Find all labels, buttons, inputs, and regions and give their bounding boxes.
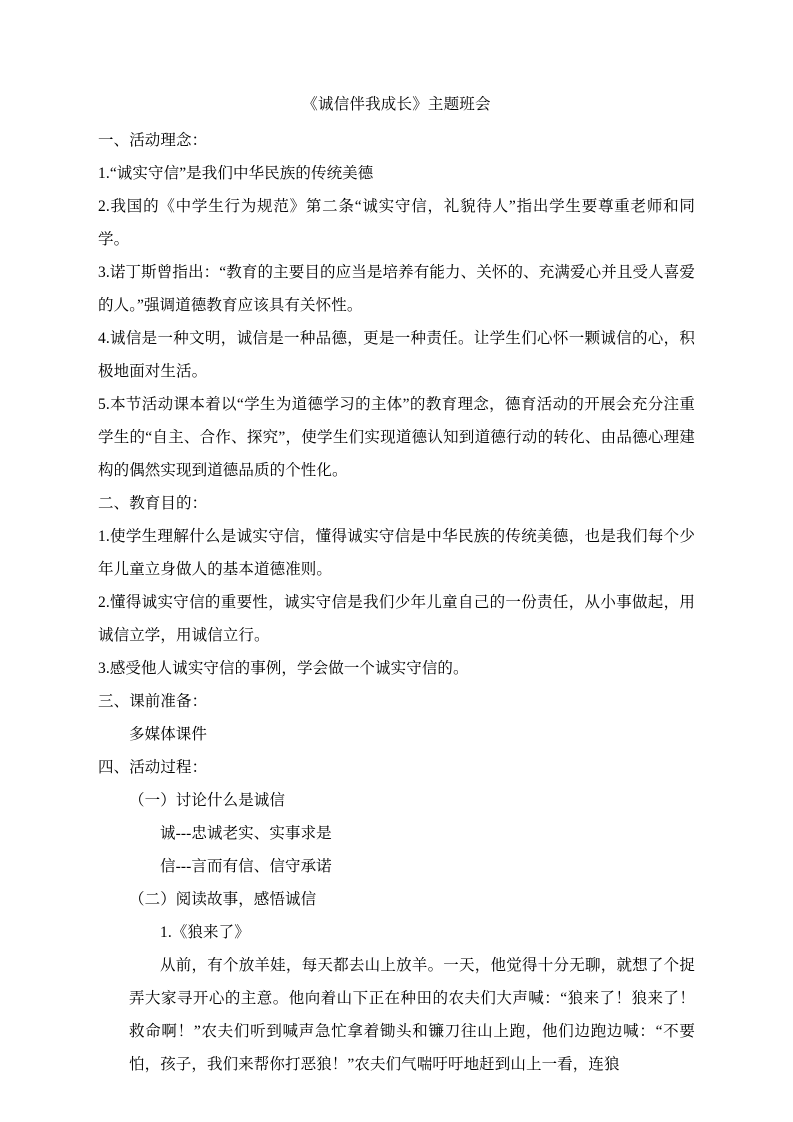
paragraph: 四、活动过程： <box>98 759 208 776</box>
paragraph: 多媒体课件 <box>129 726 208 743</box>
paragraph: 诚---忠诚老实、实事求是 <box>160 825 332 842</box>
paragraph: 1.使学生理解什么是诚实守信，懂得诚实守信是中华民族的传统美德，也是我们每个少年儿童立身做人的基本道德准则。 <box>98 528 695 578</box>
paragraph: （二）阅读故事，感悟诚信 <box>129 891 317 908</box>
page-title: 《诚信伴我成长》主题班会 <box>302 96 491 113</box>
paragraph: （一）讨论什么是诚信 <box>129 792 286 809</box>
paragraph: 2.懂得诚实守信的重要性，诚实守信是我们少年儿童自己的一份责任，从小事做起，用诚信立学，用诚信立行。 <box>98 594 695 644</box>
paragraph: 4.诚信是一种文明，诚信是一种品德，更是一种责任。让学生们心怀一颗诚信的心，积极地面对生活。 <box>98 330 695 380</box>
paragraph: 信---言而有信、信守承诺 <box>160 858 332 875</box>
paragraph: 3.感受他人诚实守信的事例，学会做一个诚实守信的。 <box>98 660 469 677</box>
paragraph: 1.《狼来了》 <box>160 924 250 941</box>
paragraph: 3.诺丁斯曾指出：“教育的主要目的应当是培养有能力、关怀的、充满爱心并且受人喜爱的人。”强调道德教育应该具有关怀性。 <box>98 264 695 314</box>
paragraph: 三、课前准备： <box>98 693 208 710</box>
paragraph: 2.我国的《中学生行为规范》第二条“诚实守信，礼貌待人”指出学生要尊重老师和同学。 <box>98 198 695 248</box>
paragraph: 5.本节活动课本着以“学生为道德学习的主体”的教育理念，德育活动的开展会充分注重学生的“自主、合作、探究”，使学生们实现道德认知到道德行动的转化、由品德心理建构的偶然实现到道德品质的个性化。 <box>98 396 695 479</box>
paragraph: 二、教育目的： <box>98 495 208 512</box>
paragraph: 1.“诚实守信”是我们中华民族的传统美德 <box>98 165 374 182</box>
paragraph: 从前，有个放羊娃，每天都去山上放羊。一天，他觉得十分无聊，就想了个捉弄大家寻开心的主意。他向着山下正在种田的农夫们大声喊：“狼来了！狼来了！救命啊！”农夫们听到喊声急忙拿着锄头和镰刀往山上跑，他们边跑边喊：“不要怕，孩子，我们来帮你打恶狼！”农夫们气喘吁吁地赶到山上一看，连狼 <box>129 957 695 1073</box>
paragraph: 一、活动理念： <box>98 132 208 149</box>
